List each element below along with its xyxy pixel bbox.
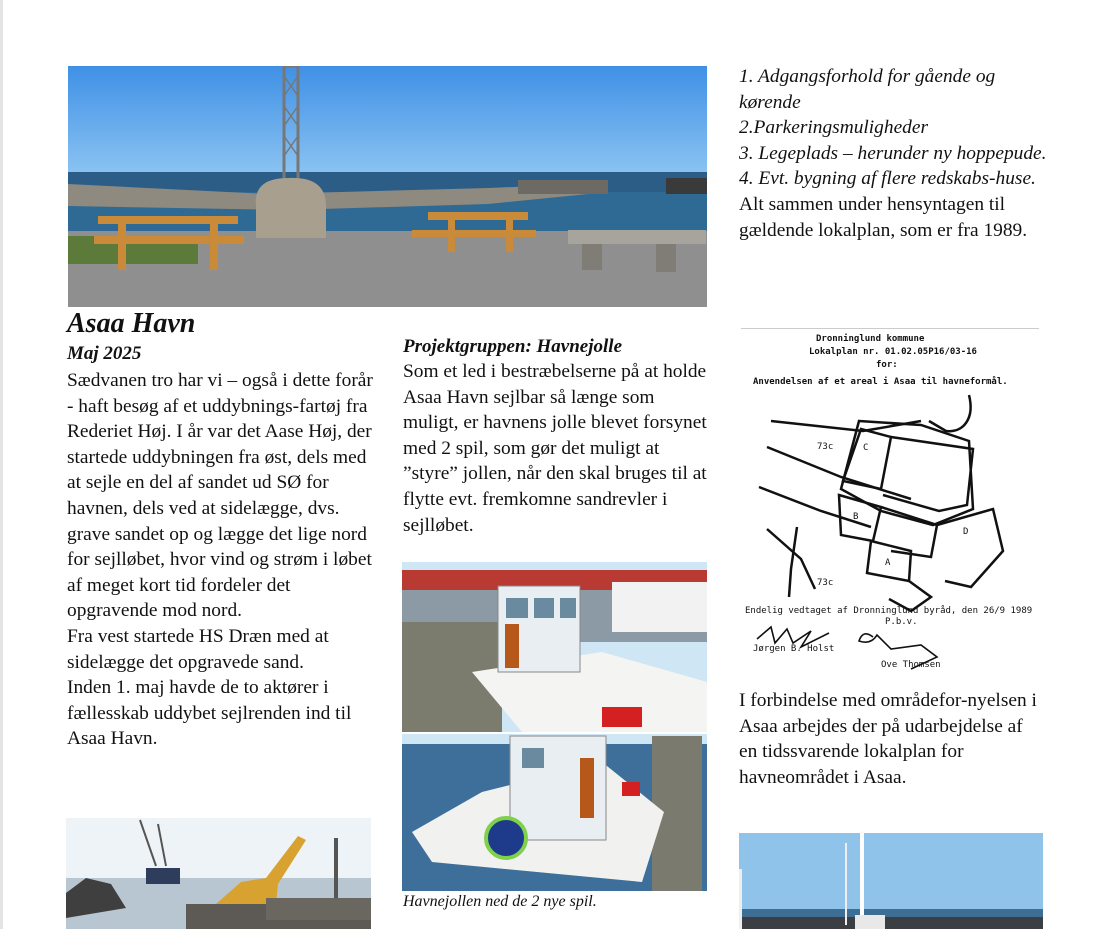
plan-list-item: 4. Evt. bygning af flere redskabs-huse. xyxy=(739,168,1036,190)
plan-number: Lokalplan nr. 01.02.05P16/03-16 xyxy=(809,347,977,357)
dredging-photo xyxy=(66,818,371,929)
update-text: I forbindelse med områdefor-nyelsen i Asaa arbejdes der på udarbejdelse af en tidssvarende lokalplan for havneområdet i Asaa. xyxy=(739,690,1037,788)
plan-for: for: xyxy=(876,360,898,370)
plan-area-d: D xyxy=(963,527,969,537)
article-body xyxy=(67,368,375,752)
plan-approval: Endelig vedtaget af Dronninglund byråd, den 26/9 1989 xyxy=(745,606,1033,616)
article-subtitle: Maj 2025 xyxy=(67,343,142,364)
plan-pbv: P.b.v. xyxy=(885,617,918,627)
plan-height-label: 73c xyxy=(817,442,834,452)
project-heading: Projektgruppen: Havnejolle xyxy=(403,336,623,357)
plan-purpose: Anvendelsen af et areal i Asaa til havneformål. xyxy=(753,377,1008,387)
boat-photo-collage xyxy=(402,562,707,891)
plan-signer-2: Ove Thomsen xyxy=(881,660,941,670)
plan-list-item: 2.Parkeringsmuligheder xyxy=(739,117,929,139)
plan-area-b: B xyxy=(853,512,859,522)
project-text: Som et led i bestræbelserne på at holde Asaa Havn sejlbar så længe som muligt, er havnens jolle blevet forsynet med 2 spil, som gør det muligt at ”styre” jollen, når den skal bruges til at flytte evt. fremkomne sandrevler i sejlløbet. xyxy=(403,361,707,536)
article-paragraph-2: Fra vest startede HS Dræn med at sidelægge det opgravede sand. xyxy=(67,625,329,673)
harbour-photo xyxy=(68,66,707,307)
plan-list xyxy=(739,64,1059,243)
photo-caption: Havnejollen ned de 2 nye spil. xyxy=(403,893,597,910)
plan-municipality: Dronninglund kommune xyxy=(816,334,925,344)
plan-signer-1: Jørgen B. Holst xyxy=(753,644,835,654)
plan-list-item: 1. Adgangsforhold for gående og kørende xyxy=(739,66,996,113)
plan-list-item: 3. Legeplads – herunder ny hoppepude. xyxy=(739,142,1047,164)
plan-area-c: C xyxy=(863,443,869,453)
local-plan-map xyxy=(741,328,1039,687)
plan-height-label: 73c xyxy=(817,578,834,588)
plan-note: Alt sammen under hensyntagen til gældende lokalplan, som er fra 1989. xyxy=(739,193,1028,241)
article-paragraph-1: Sædvanen tro har vi – også i dette forår - haft besøg af et uddybnings-fartøj fra Rederiet Høj. I år var det Aase Høj, der startede uddybningen fra øst, dels med at sejle en del af sandet ud SØ for havnen, dels ved at sidelægge, dvs. grave sandet op og lægge det lige nord for sejlløbet, hvor vind og strøm i løbet af meget kort tid fordeler det opgravende mod nord. xyxy=(67,370,373,622)
article-paragraph-3: Inden 1. maj havde de to aktører i fællesskab uddybet sejlrenden ind til Asaa Havn. xyxy=(67,677,352,750)
article-title: Asaa Havn xyxy=(67,308,196,339)
sailboats-photo xyxy=(739,833,1043,929)
plan-area-a: A xyxy=(885,558,891,568)
page-edge xyxy=(0,0,3,929)
